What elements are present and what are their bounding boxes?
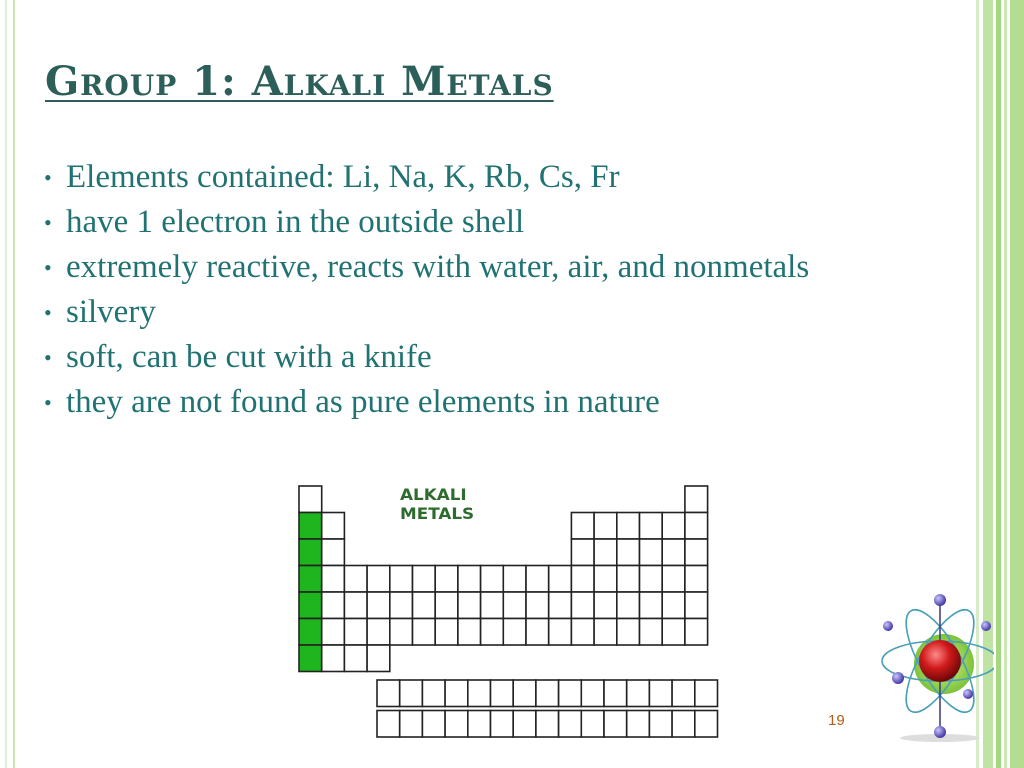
element-cell xyxy=(594,592,617,619)
element-cell xyxy=(344,619,367,646)
element-cell xyxy=(640,592,663,619)
element-cell xyxy=(640,513,663,540)
element-cell xyxy=(503,619,526,646)
alkali-label-line1: ALKALI xyxy=(400,485,467,504)
bullet-dot: • xyxy=(44,165,52,190)
element-cell xyxy=(662,619,685,646)
element-cell xyxy=(458,619,481,646)
actinide-cell xyxy=(377,711,400,738)
element-cell xyxy=(458,592,481,619)
bullet-dot: • xyxy=(44,210,52,235)
element-cell xyxy=(367,566,390,593)
actinide-cell xyxy=(559,711,582,738)
element-cell xyxy=(571,619,594,646)
element-cell xyxy=(503,566,526,593)
element-cell xyxy=(390,592,413,619)
element-cell xyxy=(594,513,617,540)
element-cell xyxy=(685,486,708,513)
element-cell xyxy=(571,539,594,566)
lanthanide-cell xyxy=(445,680,468,707)
element-cell xyxy=(594,539,617,566)
element-cell xyxy=(322,566,345,593)
lanthanide-cell xyxy=(377,680,400,707)
bullet-dot: • xyxy=(44,390,52,415)
bullet-item xyxy=(44,290,944,335)
lanthanide-cell xyxy=(695,680,718,707)
actinide-cell xyxy=(468,711,491,738)
element-cell xyxy=(299,486,322,513)
bullet-item xyxy=(44,380,944,425)
element-cell xyxy=(640,619,663,646)
bullet-text: Elements contained: Li, Na, K, Rb, Cs, Fr xyxy=(66,159,620,195)
lanthanide-cell xyxy=(400,680,423,707)
alkali-metal-cell xyxy=(299,513,322,540)
element-cell xyxy=(549,619,572,646)
element-cell xyxy=(526,619,549,646)
alkali-label-line2: METALS xyxy=(400,504,475,523)
element-cell xyxy=(662,513,685,540)
element-cell xyxy=(322,619,345,646)
actinide-cell xyxy=(422,711,445,738)
element-cell xyxy=(526,592,549,619)
element-cell xyxy=(413,592,436,619)
lanthanide-cell xyxy=(604,680,627,707)
element-cell xyxy=(435,619,458,646)
element-cell xyxy=(685,592,708,619)
element-cell xyxy=(685,566,708,593)
bullet-text: extremely reactive, reacts with water, air, and nonmetals xyxy=(66,249,810,285)
lanthanide-cell xyxy=(536,680,559,707)
element-cell xyxy=(617,619,640,646)
bullet-dot: • xyxy=(44,255,52,280)
lanthanide-cell xyxy=(422,680,445,707)
element-cell xyxy=(571,592,594,619)
element-cell xyxy=(322,645,345,672)
element-cell xyxy=(662,592,685,619)
element-cell xyxy=(685,619,708,646)
bullet-text: soft, can be cut with a knife xyxy=(66,339,432,375)
element-cell xyxy=(662,566,685,593)
element-cell xyxy=(322,592,345,619)
lanthanide-cell xyxy=(513,680,536,707)
element-cell xyxy=(526,566,549,593)
element-cell xyxy=(481,619,504,646)
element-cell xyxy=(435,592,458,619)
element-cell xyxy=(390,619,413,646)
element-cell xyxy=(367,619,390,646)
actinide-cell xyxy=(400,711,423,738)
bullet-dot: • xyxy=(44,300,52,325)
actinide-cell xyxy=(649,711,672,738)
actinide-cell xyxy=(536,711,559,738)
element-cell xyxy=(344,645,367,672)
lanthanide-cell xyxy=(672,680,695,707)
lanthanide-cell xyxy=(559,680,582,707)
actinide-cell xyxy=(695,711,718,738)
actinide-cell xyxy=(513,711,536,738)
element-cell xyxy=(367,592,390,619)
element-cell xyxy=(367,645,390,672)
bullet-item xyxy=(44,335,944,380)
left-border-decoration xyxy=(0,0,15,768)
actinide-cell xyxy=(581,711,604,738)
actinide-cell xyxy=(491,711,514,738)
element-cell xyxy=(322,539,345,566)
element-cell xyxy=(481,566,504,593)
element-cell xyxy=(617,539,640,566)
element-cell xyxy=(435,566,458,593)
lanthanide-cell xyxy=(581,680,604,707)
element-cell xyxy=(617,513,640,540)
element-cell xyxy=(458,566,481,593)
element-cell xyxy=(685,513,708,540)
alkali-metal-cell xyxy=(299,592,322,619)
bullet-item xyxy=(44,200,944,245)
element-cell xyxy=(594,566,617,593)
element-cell xyxy=(685,539,708,566)
lanthanide-cell xyxy=(649,680,672,707)
element-cell xyxy=(549,592,572,619)
actinide-cell xyxy=(672,711,695,738)
element-cell xyxy=(594,619,617,646)
element-cell xyxy=(549,566,572,593)
element-cell xyxy=(640,566,663,593)
alkali-metal-cell xyxy=(299,566,322,593)
element-cell xyxy=(571,513,594,540)
element-cell xyxy=(413,619,436,646)
element-cell xyxy=(344,566,367,593)
bullet-text: they are not found as pure elements in nature xyxy=(66,384,660,420)
actinide-cell xyxy=(604,711,627,738)
element-cell xyxy=(617,592,640,619)
bullet-list xyxy=(44,155,944,425)
bullet-text: silvery xyxy=(66,294,156,330)
element-cell xyxy=(413,566,436,593)
element-cell xyxy=(662,539,685,566)
lanthanide-cell xyxy=(627,680,650,707)
actinide-cell xyxy=(627,711,650,738)
alkali-metal-cell xyxy=(299,619,322,646)
element-cell xyxy=(571,566,594,593)
bullet-dot: • xyxy=(44,345,52,370)
atom-icon xyxy=(868,586,994,742)
periodic-table-diagram xyxy=(297,484,722,742)
page-number: 19 xyxy=(828,712,845,729)
element-cell xyxy=(617,566,640,593)
element-cell xyxy=(390,566,413,593)
alkali-metal-cell xyxy=(299,539,322,566)
bullet-item xyxy=(44,155,944,200)
actinide-cell xyxy=(445,711,468,738)
alkali-metals-label xyxy=(400,485,474,523)
bullet-item xyxy=(44,245,944,290)
element-cell xyxy=(322,513,345,540)
lanthanide-cell xyxy=(491,680,514,707)
element-cell xyxy=(503,592,526,619)
slide-title: Group 1: Alkali Metals xyxy=(45,58,554,105)
element-cell xyxy=(344,592,367,619)
element-cell xyxy=(640,539,663,566)
bullet-text: have 1 electron in the outside shell xyxy=(66,204,525,240)
lanthanide-cell xyxy=(468,680,491,707)
alkali-metal-cell xyxy=(299,645,322,672)
element-cell xyxy=(481,592,504,619)
